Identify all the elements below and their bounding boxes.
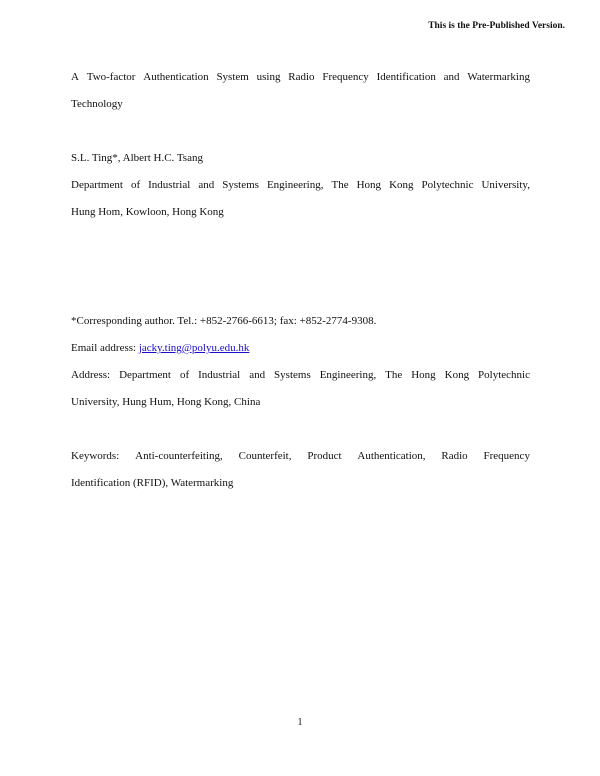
page-number: 1 (297, 717, 303, 728)
word: Systems (274, 369, 311, 381)
pre-published-note: This is the Pre-Published Version. (428, 21, 565, 31)
word: Authentication, (357, 450, 426, 462)
keywords-line-1 (71, 443, 530, 470)
word: and (198, 179, 215, 191)
word: Polytechnic (421, 179, 474, 191)
authors: S.L. Ting*, Albert H.C. Tsang (71, 152, 203, 164)
word: Kong (444, 369, 470, 381)
word: Keywords: (71, 450, 120, 462)
word: A (71, 71, 79, 83)
word: Address: (71, 369, 111, 381)
keywords-line-2: Identification (RFID), Watermarking (71, 477, 234, 489)
word: using (256, 71, 281, 83)
word: System (216, 71, 249, 83)
title-line-2: Technology (71, 98, 123, 110)
word: and (443, 71, 460, 83)
word: Industrial (148, 179, 191, 191)
author-section (71, 145, 530, 226)
word: Product (307, 450, 342, 462)
word: and (249, 369, 266, 381)
word: Polytechnic (478, 369, 530, 381)
word: Department (71, 179, 123, 191)
word: of (179, 369, 190, 381)
word: The (331, 179, 349, 191)
affiliation-line-1 (71, 172, 530, 199)
paper-title (71, 64, 530, 118)
word: Kong (389, 179, 414, 191)
word: of (130, 179, 141, 191)
word: University, (481, 179, 530, 191)
email-label: Email address: (71, 342, 139, 354)
word: Department (119, 369, 171, 381)
word: Engineering, (266, 179, 324, 191)
word: Identification (376, 71, 436, 83)
correspondence-note: *Corresponding author. Tel.: +852-2766-6613; fax: +852-2774-9308. (71, 315, 377, 327)
word: Authentication (143, 71, 209, 83)
word: Industrial (198, 369, 241, 381)
word: Radio (288, 71, 315, 83)
word: Watermarking (467, 71, 530, 83)
address-line-2: University, Hung Hum, Hong Kong, China (71, 396, 261, 408)
word: The (385, 369, 403, 381)
address-line-1 (71, 362, 530, 389)
word: Two-factor (86, 71, 136, 83)
email-link[interactable]: jacky.ting@polyu.edu.hk (138, 342, 250, 354)
word: Frequency (322, 71, 369, 83)
keywords-section (71, 443, 530, 497)
contact-section (71, 308, 530, 416)
word: Engineering, (319, 369, 377, 381)
email-line (71, 335, 530, 362)
word: Radio (441, 450, 468, 462)
affiliation-line-2: Hung Hom, Kowloon, Hong Kong (71, 206, 224, 218)
word: Hong (411, 369, 436, 381)
word: Systems (222, 179, 259, 191)
word: Counterfeit, (238, 450, 292, 462)
word: Hong (356, 179, 382, 191)
word: Frequency (483, 450, 530, 462)
title-line-1 (71, 64, 530, 91)
word: Anti-counterfeiting, (135, 450, 223, 462)
